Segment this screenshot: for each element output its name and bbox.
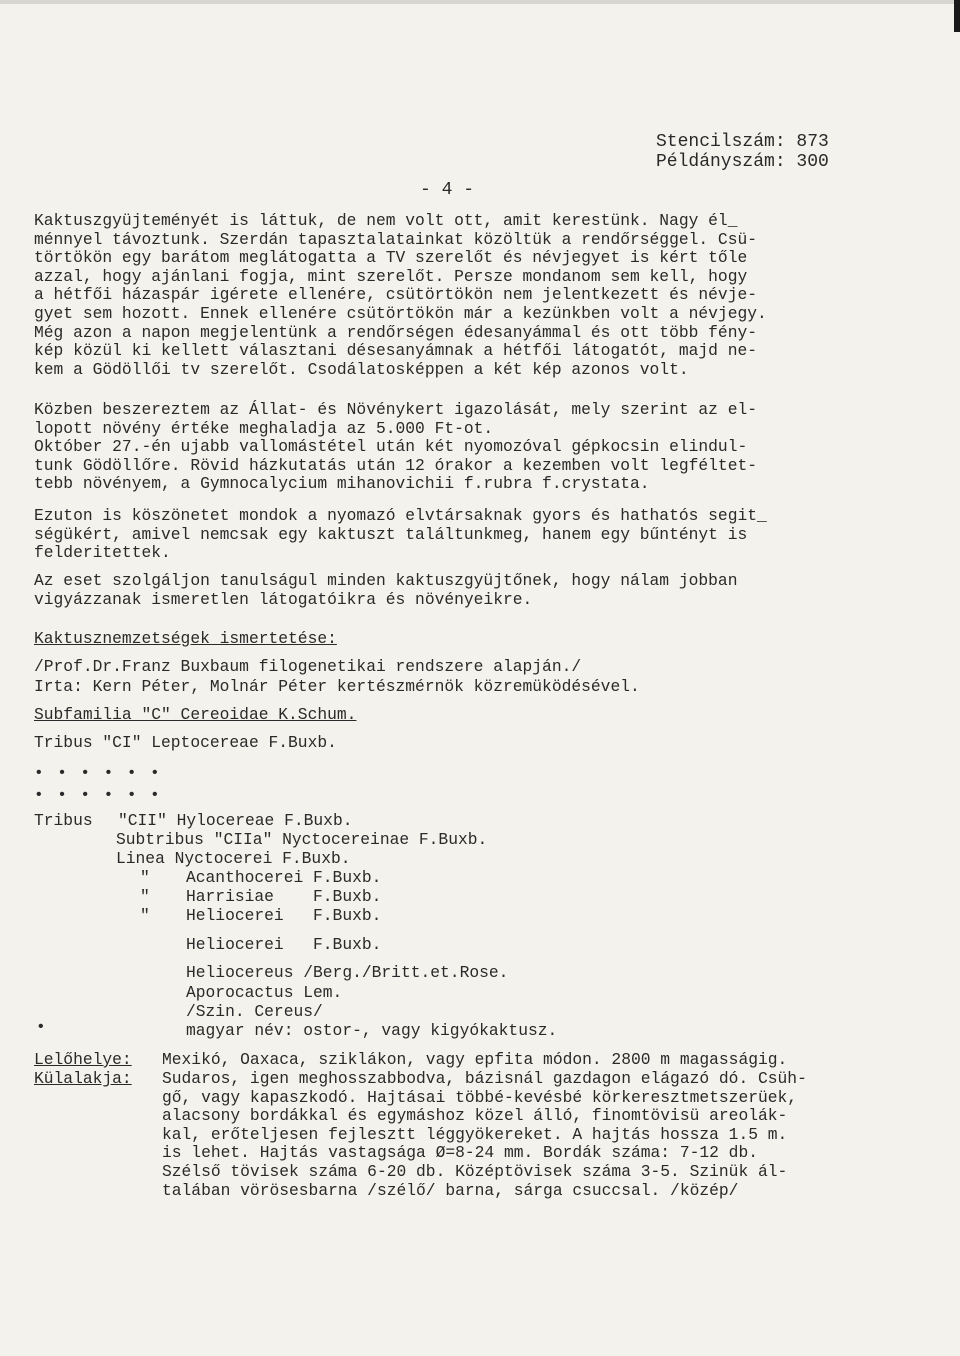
subtribus-line (116, 831, 487, 850)
hungarian-name: magyar név: ostor-, vagy kigyókaktusz. (186, 1021, 558, 1040)
lelohely-label: Lelőhelye: (34, 1050, 132, 1069)
subtribus-value: "CIIa" Nyctocereinae F.Buxb. (213, 830, 488, 849)
stencil-info (656, 132, 829, 172)
text-line: Ezuton is köszönetet mondok a nyomazó elvtársaknak gyors és hathatós segit_ (34, 506, 767, 525)
text-line: tebb növényem, a Gymnocalycium mihanovichii f.rubra f.crystata. (34, 474, 650, 494)
text-line: gyet sem hozott. Ennek ellenére csütörtökön már a kezünkben volt a névjegy. (34, 303, 767, 323)
tribus-cii: "CII" Hylocereae F.Buxb. (118, 811, 353, 830)
text-line: kem a Gödöllői tv szerelőt. Csodálatosképpen a két kép azonos volt. (34, 359, 689, 379)
subtribus-label: Subtribus (116, 830, 204, 849)
text-line: felderitettek. (34, 543, 171, 563)
paragraph-3 (34, 507, 924, 563)
tribus-ci-line: Tribus "CI" Leptocereae F.Buxb. (34, 733, 337, 752)
corner-mark (954, 0, 960, 32)
genus-line: Harrisiae F.Buxb. (186, 887, 382, 906)
margin-dot: • (36, 1018, 46, 1036)
text-line: ségükért, amivel nemcsak egy kaktuszt találtunkmeg, hanem egy bűntényt is (34, 524, 748, 544)
author-line: Irta: Kern Péter, Molnár Péter kertészmérnök közremüködésével. (34, 677, 640, 696)
ditto-mark: " (140, 887, 150, 906)
genus-line: Acanthocerei F.Buxb. (186, 868, 382, 887)
genus-line: Heliocerei F.Buxb. (186, 935, 382, 954)
copy-count: Példányszám: 300 (656, 152, 829, 172)
tribus-label: Tribus (34, 811, 93, 830)
text-line: lopott növény értéke meghaladja az 5.000 Ft-ot. (34, 418, 494, 438)
subfamilia-line: Subfamilia "C" Cereoidae K.Schum. (34, 705, 357, 724)
synonym-line: /Szin. Cereus/ (186, 1002, 323, 1021)
genus-line: Heliocerei F.Buxb. (186, 906, 382, 925)
text-line: talában vörösesbarna /szélő/ barna, sárga csuccsal. /közép/ (162, 1180, 739, 1200)
text-line: Még azon a napon megjelentünk a rendőrségen édesanyámmal és ott több fény- (34, 322, 758, 342)
text-line: Az eset szolgáljon tanulságul minden kaktuszgyüjtőnek, hogy nálam jobban (34, 571, 738, 590)
genus-line: Heliocereus /Berg./Britt.et.Rose. (186, 963, 509, 982)
linea-label: Linea (116, 849, 165, 868)
genus-line: Aporocactus Lem. (186, 983, 343, 1002)
text-line: tunk Gödöllőre. Rövid házkutatás után 12 órakor a kezemben volt legféltet- (34, 455, 758, 475)
paper-edge (0, 0, 960, 4)
kulalak-label: Külalakja: (34, 1069, 132, 1088)
text-line: kal, erőteljesen fejlesztt léggyökereket. A hajtás hossza 1.5 m. (162, 1124, 788, 1144)
linea-line (116, 850, 351, 869)
text-line: ménnyel távoztunk. Szerdán tapasztalatainkat közöltük a rendőrséggel. Csü- (34, 229, 758, 249)
text-line: gő, vagy kapaszkodó. Hajtásai többé-kevésbé körkeresztmetszerüek, (162, 1087, 798, 1107)
lelohely-value: Mexikó, Oaxaca, sziklákon, vagy epfita módon. 2800 m magasságig. (162, 1050, 788, 1069)
text-line: Kaktuszgyüjteményét is láttuk, de nem volt ott, amit kerestünk. Nagy él_ (34, 211, 738, 230)
text-line: a hétfői házaspár igérete ellenére, csütörtökön nem jelentkezett és névje- (34, 285, 758, 305)
separator-dots: • • • • • • (34, 764, 162, 782)
separator-dots: • • • • • • (34, 786, 162, 804)
text-line: törtökön egy barátom meglátogatta a TV szerelőt és névjegyet is kért tőle (34, 248, 748, 268)
text-line: azzal, hogy ajánlani fogja, mint szerelőt. Persze mondanom sem kell, hogy (34, 266, 748, 286)
text-line: kép közül ki kellett választani désesanyámnak a hétfői látogatót, majd ne- (34, 341, 758, 361)
page-number: - 4 - (420, 180, 475, 200)
text-line: Szélső tövisek száma 6-20 db. Középtövisek száma 3-5. Szinük ál- (162, 1161, 788, 1181)
linea-value: Nyctocerei F.Buxb. (174, 849, 351, 868)
paragraph-4 (34, 572, 924, 609)
source-line: /Prof.Dr.Franz Buxbaum filogenetikai rendszere alapján./ (34, 657, 582, 676)
text-line: is lehet. Hajtás vastagsága Ø=8-24 mm. Bordák száma: 7-12 db. (162, 1143, 758, 1163)
kulalak-text (162, 1070, 807, 1200)
paragraph-2 (34, 401, 924, 494)
ditto-mark: " (140, 906, 150, 925)
ditto-mark: " (140, 868, 150, 887)
stencil-number: Stencilszám: 873 (656, 132, 829, 152)
text-line: Közben beszereztem az Állat- és Növénykert igazolását, mely szerint az el- (34, 400, 758, 419)
text-line: Október 27.-én ujabb vallomástétel után két nyomozóval gépkocsin elindul- (34, 437, 748, 457)
paragraph-1 (34, 212, 924, 379)
text-line: Sudaros, igen meghosszabbodva, bázisnál gazdagon elágazó dó. Csüh- (162, 1069, 807, 1088)
text-line: vigyázzanak ismeretlen látogatóikra és növényeikre. (34, 589, 533, 609)
section-heading: Kaktusznemzetségek ismertetése: (34, 629, 337, 648)
text-line: alacsony bordákkal és egymáshoz közel álló, finomtövisü areolák- (162, 1106, 788, 1126)
